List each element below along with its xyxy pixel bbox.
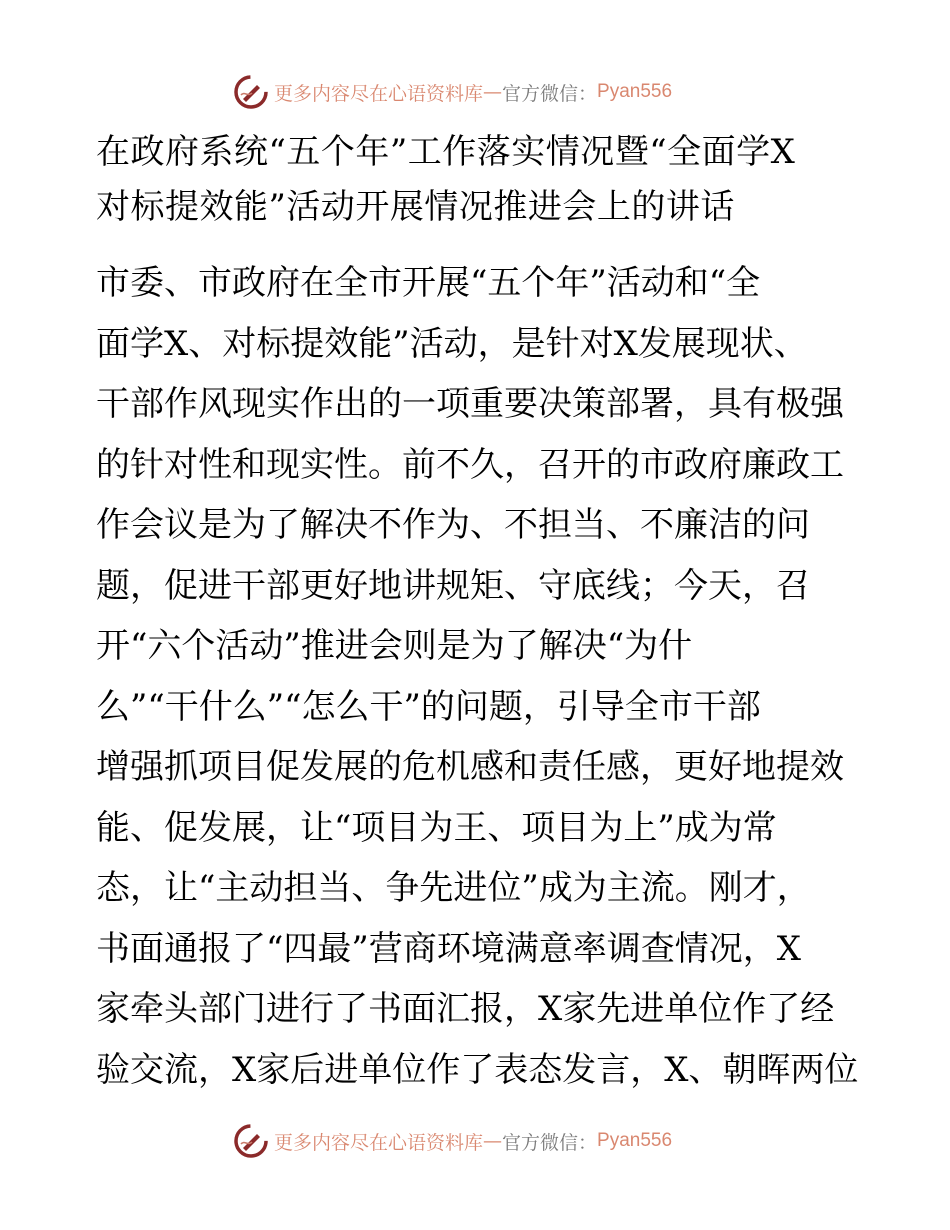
quill-logo-icon [234, 1124, 268, 1158]
body-line: 增强抓项目促发展的危机感和责任感，更好地提效 [96, 747, 844, 787]
brand-dash: — [483, 81, 503, 103]
body-line: 题，促进干部更好地讲规矩、守底线；今天，召 [96, 565, 810, 606]
body-line: 验交流，X家后进单位作了表态发言，X、朝晖两位 [96, 1049, 859, 1090]
brand-dash: — [483, 1130, 503, 1152]
body-line: 的针对性和现实性。前不久，召开的市政府廉政工 [96, 444, 844, 485]
body-line: 开“六个活动”推进会则是为了解决“为什 [96, 626, 693, 666]
quill-logo-icon [234, 75, 268, 109]
wechat-label: 官方微信： [502, 1131, 598, 1154]
header-watermark-banner [234, 72, 714, 112]
body-line: 书面通报了“四最”营商环境满意率调查情况，X [96, 928, 801, 969]
wechat-id: Pyan556 [597, 1130, 673, 1151]
title-line: 在政府系统“五个年”工作落实情况暨“全面学X [96, 132, 796, 172]
document-title [96, 125, 866, 235]
document-body [96, 253, 866, 1100]
body-line: 干部作风现实作出的一项重要决策部署，具有极强 [96, 384, 844, 424]
title-line: 对标提效能”活动开展情况推进会上的讲话 [96, 187, 735, 227]
brand-text: 更多内容尽在心语资料库 [274, 82, 484, 105]
brand-text: 更多内容尽在心语资料库 [274, 1131, 484, 1154]
body-line: 市委、市政府在全市开展“五个年”活动和“全 [96, 263, 761, 303]
body-line: 么”“干什么”“怎么干”的问题，引导全市干部 [96, 686, 761, 727]
body-line: 家牵头部门进行了书面汇报，X家先进单位作了经 [96, 989, 835, 1029]
wechat-id: Pyan556 [597, 81, 673, 102]
body-line: 作会议是为了解决不作为、不担当、不廉洁的问 [96, 505, 810, 545]
wechat-label: 官方微信： [502, 82, 598, 105]
body-line: 面学X、对标提效能”活动，是针对X发展现状、 [96, 323, 808, 364]
footer-watermark-banner [234, 1121, 714, 1161]
body-line: 态，让“主动担当、争先进位”成为主流。刚才， [96, 868, 811, 908]
body-line: 能、促发展，让“项目为王、项目为上”成为常 [96, 807, 777, 848]
